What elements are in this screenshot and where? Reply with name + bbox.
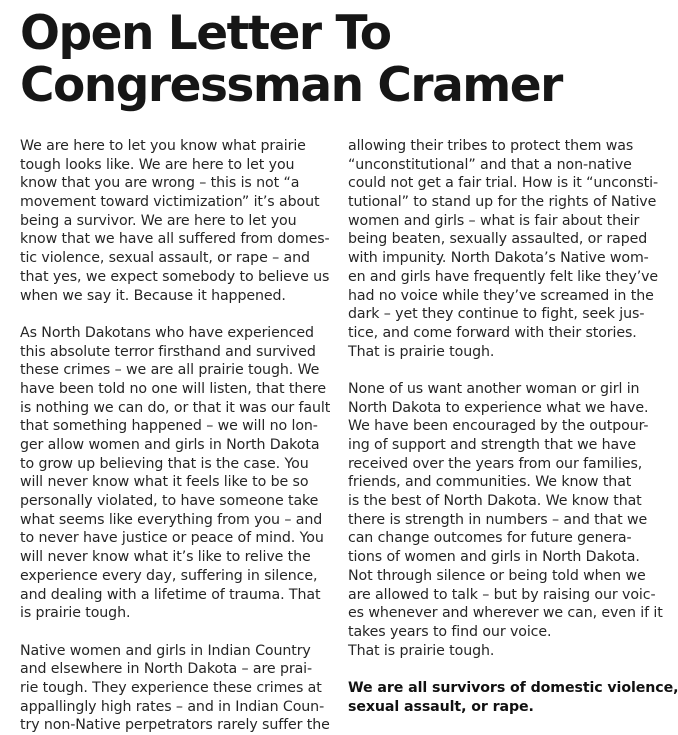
text-line: have been told no one will listen, that there	[20, 380, 326, 397]
closing-statement	[348, 679, 678, 716]
paragraph-gap	[348, 660, 666, 679]
text-line: ger allow women and girls in North Dakota	[20, 437, 320, 453]
text-line: tutional” to stand up for the rights of Native	[348, 194, 657, 211]
text-line: “unconstitutional” and that a non-native	[348, 156, 632, 173]
text-line: and dealing with a lifetime of trauma. That	[20, 586, 321, 603]
text-line: Not through silence or being told when we	[348, 567, 646, 584]
text-line: will never know what it feels like to be so	[20, 474, 309, 491]
text-line: allowing their tribes to protect them was	[348, 138, 634, 154]
text-line: that yes, we expect somebody to believe us	[20, 268, 330, 285]
letter-title	[20, 8, 670, 112]
text-line: women and girls – what is fair about their	[348, 212, 640, 229]
text-line: with impunity. North Dakota’s Native wom-	[348, 250, 649, 267]
text-line: being a survivor. We are here to let you	[20, 212, 297, 229]
text-line: to grow up believing that is the case. You	[20, 455, 309, 472]
text-line: North Dakota to experience what we have.	[348, 399, 649, 416]
text-line: are allowed to talk – but by raising our voic-	[348, 586, 656, 603]
text-line: is prairie tough.	[20, 605, 131, 622]
text-line: en and girls have frequently felt like they’ve	[348, 268, 659, 285]
text-line: friends, and communities. We know that	[348, 474, 632, 491]
text-line: is the best of North Dakota. We know that	[348, 493, 642, 510]
text-line: That is prairie tough.	[348, 642, 495, 659]
text-line: That is prairie tough.	[348, 343, 495, 360]
text-line: tice, and come forward with their stories.	[348, 324, 637, 341]
text-line: there is strength in numbers – and that we	[348, 511, 648, 528]
text-line: when we say it. Because it happened.	[20, 287, 286, 304]
text-line: can change outcomes for future genera-	[348, 530, 632, 547]
paragraph-5	[348, 380, 666, 660]
text-line: As North Dakotans who have experienced	[20, 324, 314, 341]
text-line: ing of support and strength that we have	[348, 437, 637, 453]
text-line: takes years to find our voice.	[348, 623, 552, 640]
paragraph-2	[20, 324, 340, 623]
text-line: sexual assault, or rape.	[348, 698, 534, 715]
text-line: We have been encouraged by the outpour-	[348, 418, 649, 435]
text-line: know that you are wrong – this is not “a	[20, 175, 300, 192]
title-line-2: Congressman Cramer	[20, 58, 562, 113]
text-line: dark – yet they continue to fight, seek jus-	[348, 306, 645, 323]
text-line: Native women and girls in Indian Country	[20, 642, 311, 659]
text-line: tic violence, sexual assault, or rape – and	[20, 250, 310, 267]
text-line: experience every day, suffering in silence,	[20, 567, 318, 584]
text-line: and elsewhere in North Dakota – are prai-	[20, 661, 313, 678]
right-column	[348, 137, 678, 716]
text-line: We are here to let you know what prairie	[20, 138, 306, 154]
left-column	[20, 137, 340, 735]
paragraph-gap	[20, 305, 340, 324]
text-line: None of us want another woman or girl in	[348, 380, 640, 397]
text-line: received over the years from our families,	[348, 455, 643, 472]
text-line: movement toward victimization” it’s about	[20, 194, 320, 211]
text-line: to never have justice or peace of mind. You	[20, 530, 324, 547]
text-line: had no voice while they’ve screamed in the	[348, 287, 654, 304]
text-line: tough looks like. We are here to let you	[20, 156, 295, 173]
text-line: will never know what it’s like to relive the	[20, 549, 311, 566]
text-line: this absolute terror firsthand and survived	[20, 343, 316, 360]
text-line: rie tough. They experience these crimes at	[20, 679, 322, 696]
text-line: what seems like everything from you – and	[20, 511, 323, 528]
paragraph-4	[348, 137, 666, 361]
text-line: appallingly high rates – and in Indian Coun-	[20, 698, 325, 715]
text-line: that something happened – we will no lon-	[20, 418, 318, 435]
text-line: try non-Native perpetrators rarely suffer the	[20, 717, 330, 734]
text-line: is nothing we can do, or that it was our fault	[20, 399, 331, 416]
paragraph-gap	[20, 623, 340, 642]
text-line: es whenever and wherever we can, even if it	[348, 605, 663, 622]
text-line: personally violated, to have someone take	[20, 493, 319, 510]
paragraph-1	[20, 137, 340, 305]
text-line: could not get a fair trial. How is it “unconsti-	[348, 175, 658, 192]
text-line: these crimes – we are all prairie tough. We	[20, 362, 320, 379]
text-line: being beaten, sexually assaulted, or raped	[348, 231, 648, 248]
paragraph-gap	[348, 361, 666, 380]
paragraph-3	[20, 642, 340, 735]
title-line-1: Open Letter To	[20, 6, 391, 61]
text-line: tions of women and girls in North Dakota.	[348, 549, 640, 566]
text-line: We are all survivors of domestic violence,	[348, 679, 678, 696]
text-line: know that we have all suffered from domes-	[20, 231, 330, 248]
